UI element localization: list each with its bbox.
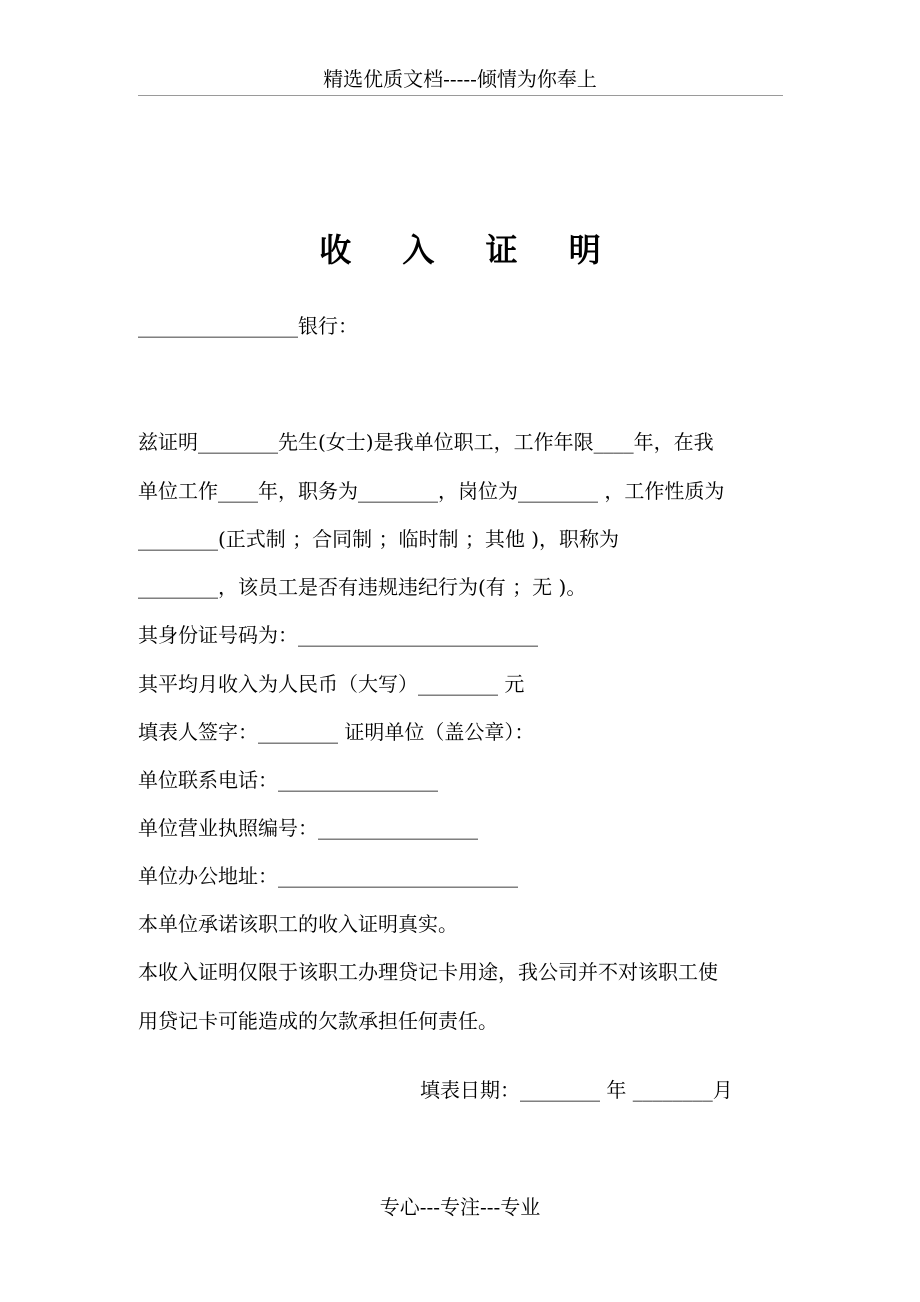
disclaimer-line-2: 用贷记卡可能造成的欠款承担任何责任。 — [138, 1009, 498, 1033]
body-line-1: 兹证明________先生(女士)是我单位职工，工作年限____年，在我 — [138, 430, 714, 454]
signer-line: 填表人签字：________ 证明单位（盖公章）： — [138, 720, 535, 744]
disclaimer-line-1: 本收入证明仅限于该职工办理贷记卡用途，我公司并不对该职工使 — [138, 960, 718, 984]
body-line-2: 单位工作____年，职务为________，岗位为________ ，工作性质为 — [138, 479, 725, 503]
addressee-line: ________________银行： — [138, 314, 358, 338]
header-rule — [138, 95, 783, 96]
address-line: 单位办公地址：________________________ — [138, 864, 518, 888]
promise-line: 本单位承诺该职工的收入证明真实。 — [138, 912, 458, 936]
page-footer: 专心---专注---专业 — [379, 1195, 541, 1219]
id-number-line: 其身份证号码为：________________________ — [138, 623, 538, 647]
phone-line: 单位联系电话：________________ — [138, 768, 438, 792]
body-line-3: ________(正式制 ；合同制 ；临时制 ；其他 )，职称为 — [138, 527, 620, 551]
fill-date-line: 填表日期：________ 年 ________月 — [420, 1078, 733, 1102]
income-line: 其平均月收入为人民币（大写）________ 元 — [138, 672, 525, 696]
document-title: 收 入 证 明 — [319, 231, 621, 269]
page-header: 精选优质文档-----倾情为你奉上 — [323, 67, 597, 91]
license-line: 单位营业执照编号：________________ — [138, 816, 478, 840]
body-line-4: ________，该员工是否有违规违纪行为(有 ；无 )。 — [138, 575, 587, 599]
